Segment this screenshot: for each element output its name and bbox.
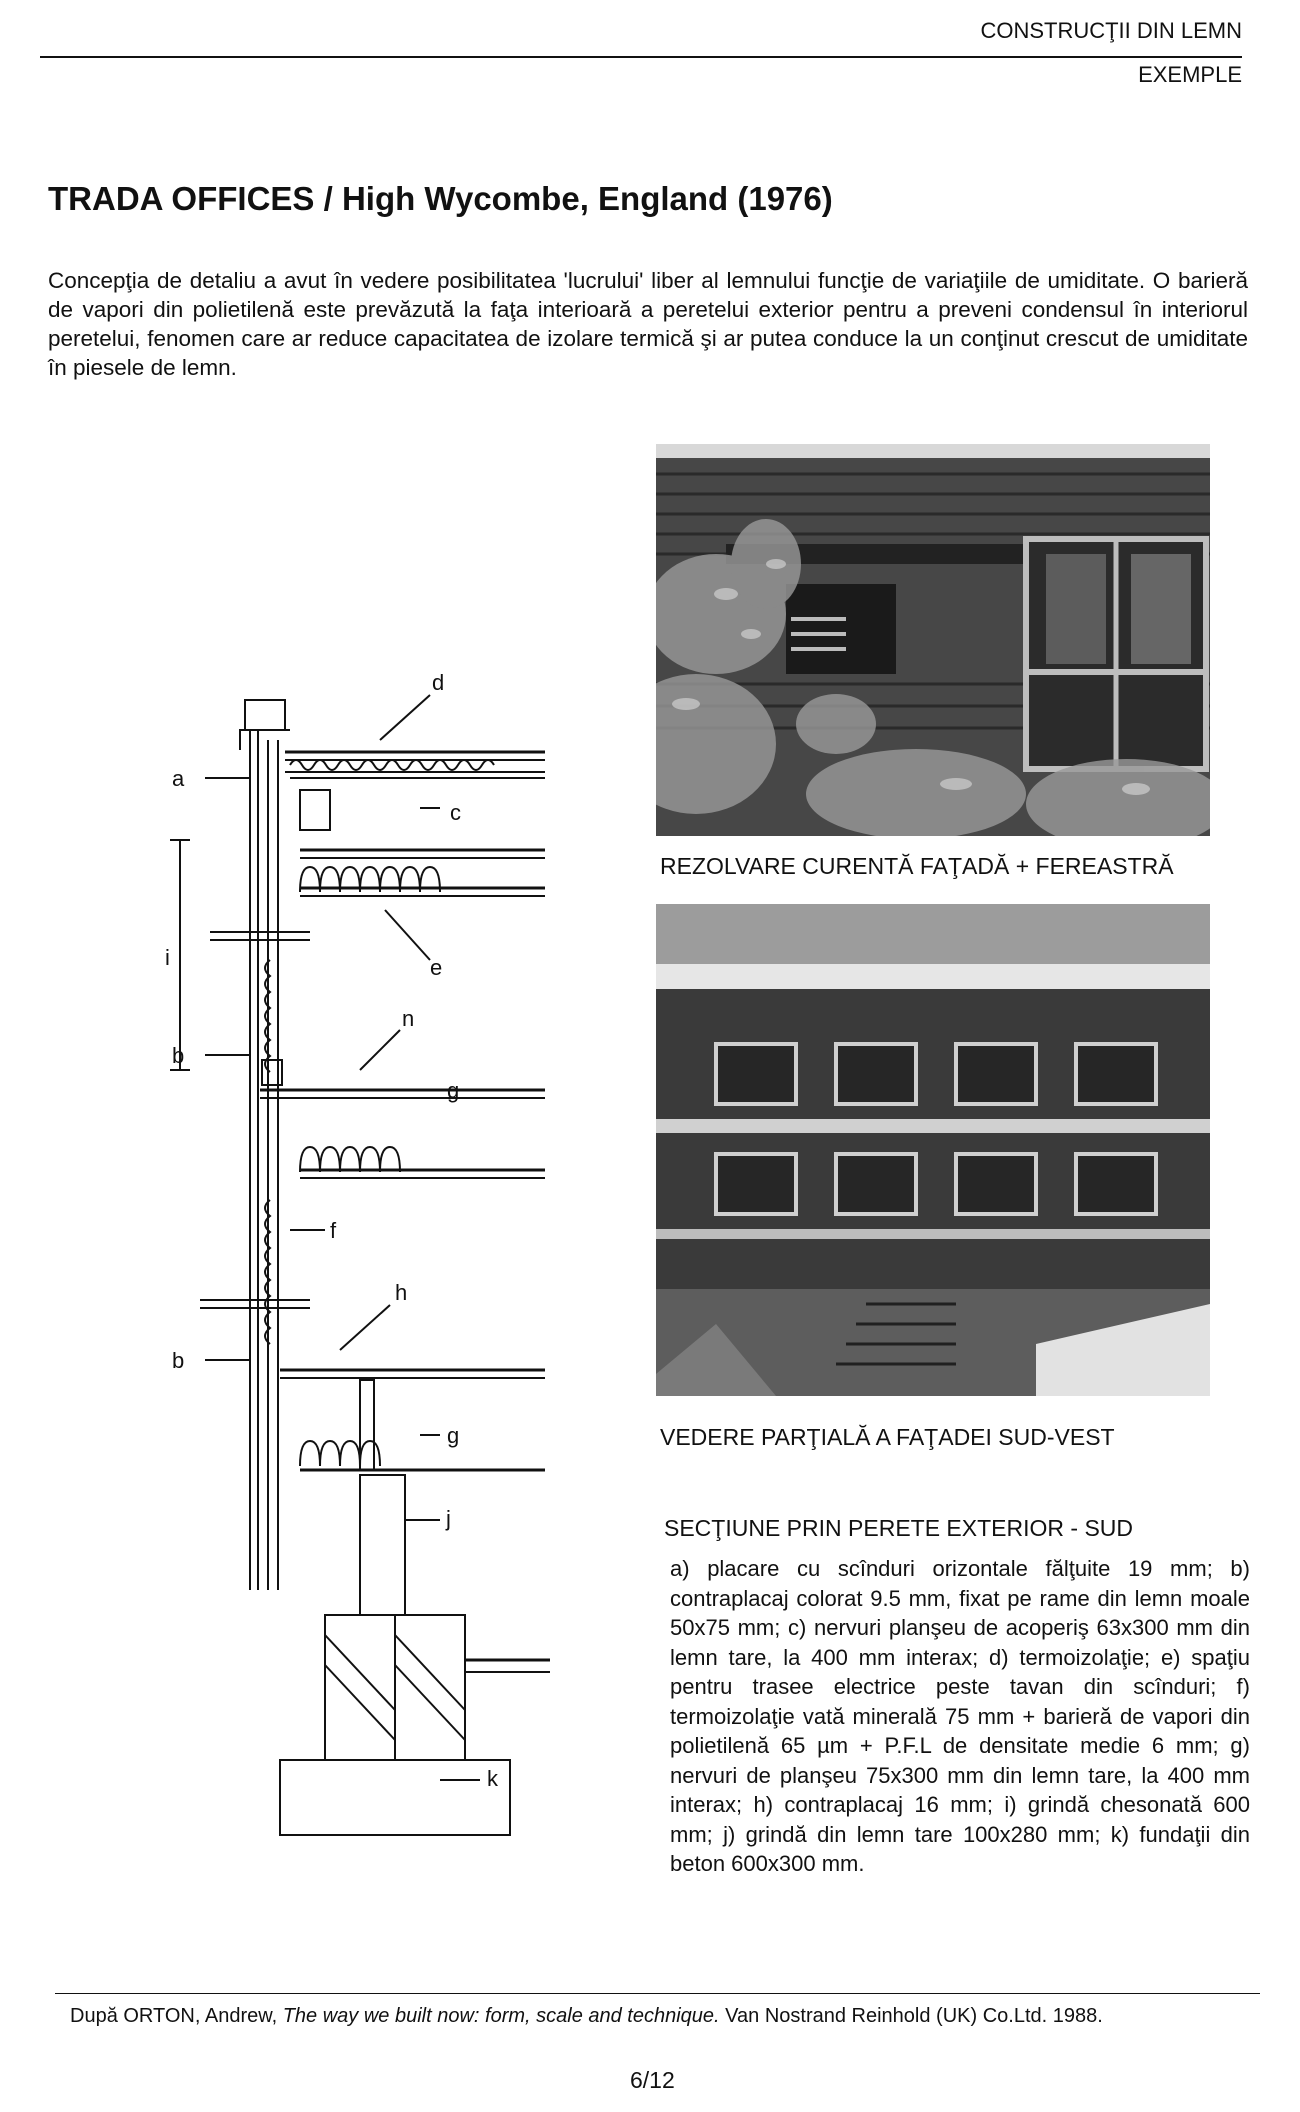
page-number: 6/12 bbox=[630, 2067, 675, 2093]
photo-southwest-facade bbox=[656, 904, 1210, 1396]
label-h: h bbox=[395, 1280, 408, 1305]
section-legend: a) placare cu scînduri orizontale fălţuite 19 mm; b) contraplacaj colorat 9.5 mm, fixat pe rame din lemn moale 50x75 mm; c) nervuri planşeu de acoperiş 63x300 mm din lemn tare, la 400 mm interax; d) termoizolaţie; e) spaţiu pentru trasee electrice peste tavan din scînduri; f) termoizolaţie vată minerală 75 mm + barieră de vapori din polietilenă 65 µm + P.F.L de densitate medie 6 mm; g) nervuri de planşeu 75x300 mm din lemn tare, la 400 mm interax; h) contraplacaj 16 mm; i) grindă chesonată 600 mm; j) grindă din lemn tare 100x280 mm; k) fundaţii din beton 600x300 mm. bbox=[670, 1556, 1250, 1876]
wall-section-drawing bbox=[150, 660, 570, 1920]
reference-prefix: După ORTON, Andrew, bbox=[70, 2005, 278, 2027]
page-title: TRADA OFFICES / High Wycombe, England (1976) bbox=[48, 180, 833, 217]
photo-facade-window-drawing bbox=[656, 444, 1210, 836]
photo-southwest-facade-drawing bbox=[656, 904, 1210, 1396]
header-section: EXEMPLE bbox=[1138, 62, 1242, 87]
section-title: SECŢIUNE PRIN PERETE EXTERIOR - SUD bbox=[664, 1515, 1134, 1541]
label-a: a bbox=[172, 766, 185, 791]
intro-paragraph: Concepţia de detaliu a avut în vedere posibilitatea 'lucrului' liber al lemnului funcţie de variaţiile de umiditate. O barieră de vapori din polietilenă este prevăzută la faţa interioară a peretelui exterior pentru a preveni condensul în interiorul peretelui, fenomen care ar reduce capacitatea de izolare termică şi ar putea conduce la un conţinut crescut de umiditate în piesele de lemn. bbox=[48, 268, 1248, 380]
label-d: d bbox=[432, 670, 445, 695]
label-j: j bbox=[446, 1506, 451, 1531]
label-b-upper: b bbox=[172, 1043, 185, 1068]
header-rule bbox=[40, 56, 1242, 58]
photo-facade-window bbox=[656, 444, 1210, 836]
label-g-upper: g bbox=[447, 1078, 460, 1103]
reference-title: The way we built now: form, scale and technique. bbox=[282, 2005, 720, 2027]
label-f: f bbox=[330, 1218, 337, 1243]
photo-caption-southwest-facade: VEDERE PARŢIALĂ A FAŢADEI SUD-VEST bbox=[660, 1424, 1115, 1450]
reference-citation bbox=[70, 2005, 1103, 2028]
label-b-lower: b bbox=[172, 1348, 185, 1373]
label-i: i bbox=[165, 945, 170, 970]
label-k: k bbox=[487, 1766, 498, 1791]
label-g-lower: g bbox=[447, 1423, 460, 1448]
footer-rule bbox=[55, 1993, 1260, 1994]
label-c: c bbox=[450, 800, 461, 825]
label-n: n bbox=[402, 1006, 415, 1031]
photo-caption-facade-window: REZOLVARE CURENTĂ FAŢADĂ + FEREASTRĂ bbox=[660, 853, 1174, 879]
header-series: CONSTRUCŢII DIN LEMN bbox=[980, 18, 1242, 43]
label-e: e bbox=[430, 955, 443, 980]
reference-suffix: Van Nostrand Reinhold (UK) Co.Ltd. 1988. bbox=[725, 2005, 1103, 2027]
